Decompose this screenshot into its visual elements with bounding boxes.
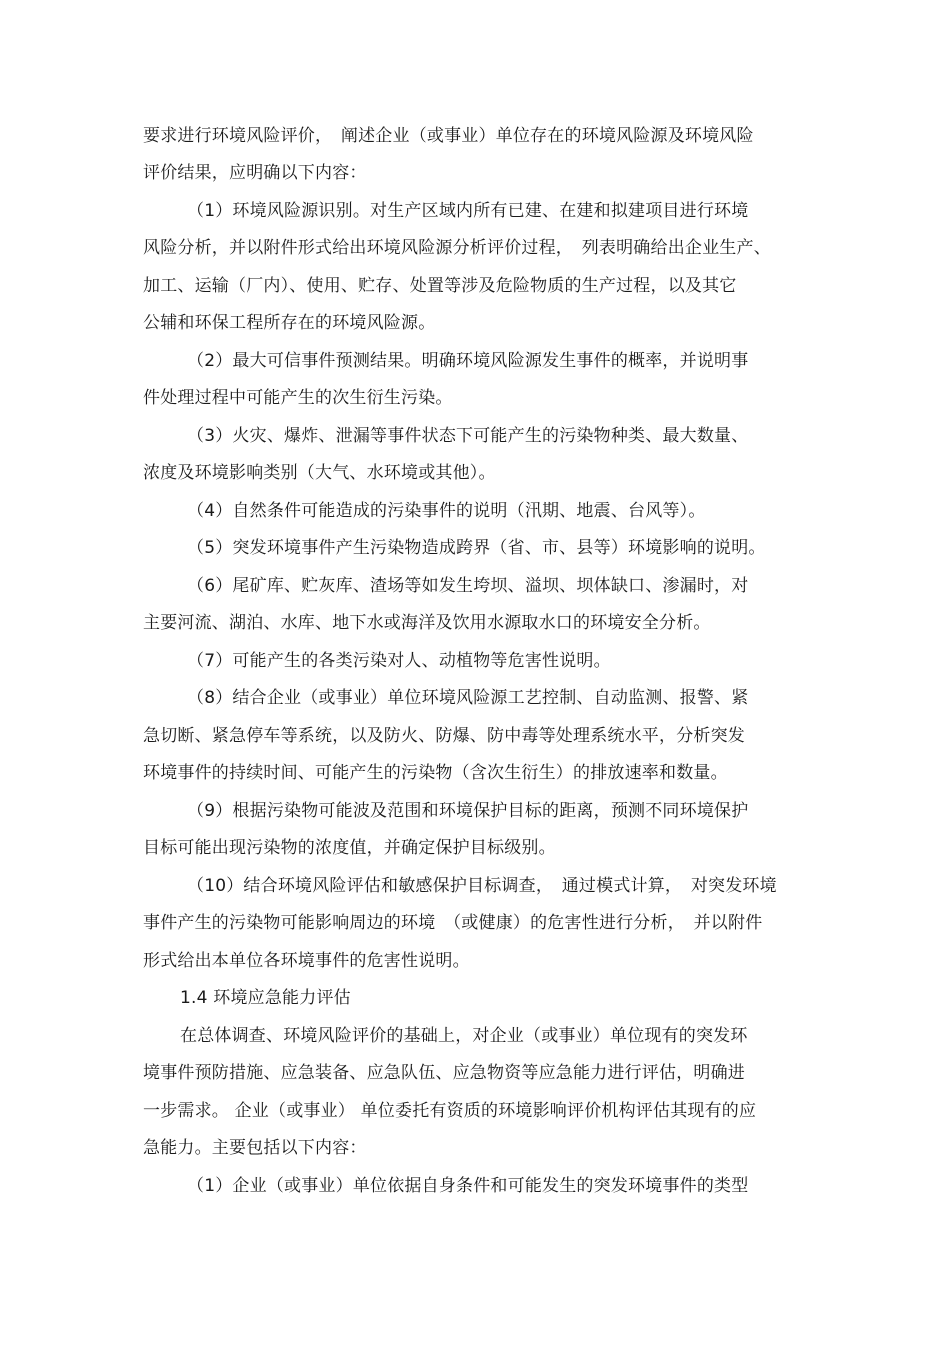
text-line: 评价结果，应明确以下内容： xyxy=(143,163,367,183)
text-line: 事件产生的污染物可能影响周边的环境 （或健康）的危害性进行分析， 并以附件 xyxy=(143,913,763,933)
text-line: （4）自然条件可能造成的污染事件的说明（汛期、地震、台风等）。 xyxy=(187,501,706,521)
text-line: （6）尾矿库、贮灰库、渣场等如发生垮坝、溢坝、坝体缺口、渗漏时，对 xyxy=(187,576,749,596)
text-line: 在总体调查、环境风险评价的基础上，对企业（或事业）单位现有的突发环 xyxy=(180,1026,748,1046)
text-line: （7）可能产生的各类污染对人、动植物等危害性说明。 xyxy=(187,651,611,671)
text-line: 目标可能出现污染物的浓度值，并确定保护目标级别。 xyxy=(143,838,556,858)
text-line: 要求进行环境风险评价， 阐述企业（或事业）单位存在的环境风险源及环境风险 xyxy=(143,126,754,146)
text-line: 风险分析，并以附件形式给出环境风险源分析评价过程， 列表明确给出企业生产、 xyxy=(143,238,771,258)
text-line: （2）最大可信事件预测结果。明确环境风险源发生事件的概率，并说明事 xyxy=(187,351,749,371)
text-line: 急切断、紧急停车等系统，以及防火、防爆、防中毒等处理系统水平，分析突发 xyxy=(143,726,745,746)
text-line: 一步需求。 企业（或事业） 单位委托有资质的环境影响评价机构评估其现有的应 xyxy=(143,1101,757,1121)
text-line: 浓度及环境影响类别（大气、水环境或其他）。 xyxy=(143,463,496,483)
text-line: （9）根据污染物可能波及范围和环境保护目标的距离，预测不同环境保护 xyxy=(187,801,749,821)
text-line: （1）环境风险源识别。对生产区域内所有已建、在建和拟建项目进行环境 xyxy=(187,201,749,221)
text-line: 公辅和环保工程所存在的环境风险源。 xyxy=(143,313,436,333)
text-line: （1）企业（或事业）单位依据自身条件和可能发生的突发环境事件的类型 xyxy=(187,1176,749,1196)
text-line: 环境事件的持续时间、可能产生的污染物（含次生衍生）的排放速率和数量。 xyxy=(143,763,728,783)
text-line: （8）结合企业（或事业）单位环境风险源工艺控制、自动监测、报警、紧 xyxy=(187,688,749,708)
text-line: （10）结合环境风险评估和敏感保护目标调查， 通过模式计算， 对突发环境 xyxy=(187,876,777,896)
text-line: 境事件预防措施、应急装备、应急队伍、应急物资等应急能力进行评估，明确进 xyxy=(143,1063,745,1083)
text-line: 急能力。主要包括以下内容： xyxy=(143,1138,367,1158)
text-line: 加工、运输（厂内）、使用、贮存、处置等涉及危险物质的生产过程，以及其它 xyxy=(143,276,737,296)
section-heading: 1.4 环境应急能力评估 xyxy=(180,988,351,1008)
text-line: 形式给出本单位各环境事件的危害性说明。 xyxy=(143,951,470,971)
text-line: （3）火灾、爆炸、泄漏等事件状态下可能产生的污染物种类、最大数量、 xyxy=(187,426,749,446)
text-line: 件处理过程中可能产生的次生衍生污染。 xyxy=(143,388,453,408)
text-line: （5）突发环境事件产生污染物造成跨界（省、市、县等）环境影响的说明。 xyxy=(187,538,766,558)
text-line: 主要河流、湖泊、水库、地下水或海洋及饮用水源取水口的环境安全分析。 xyxy=(143,613,711,633)
